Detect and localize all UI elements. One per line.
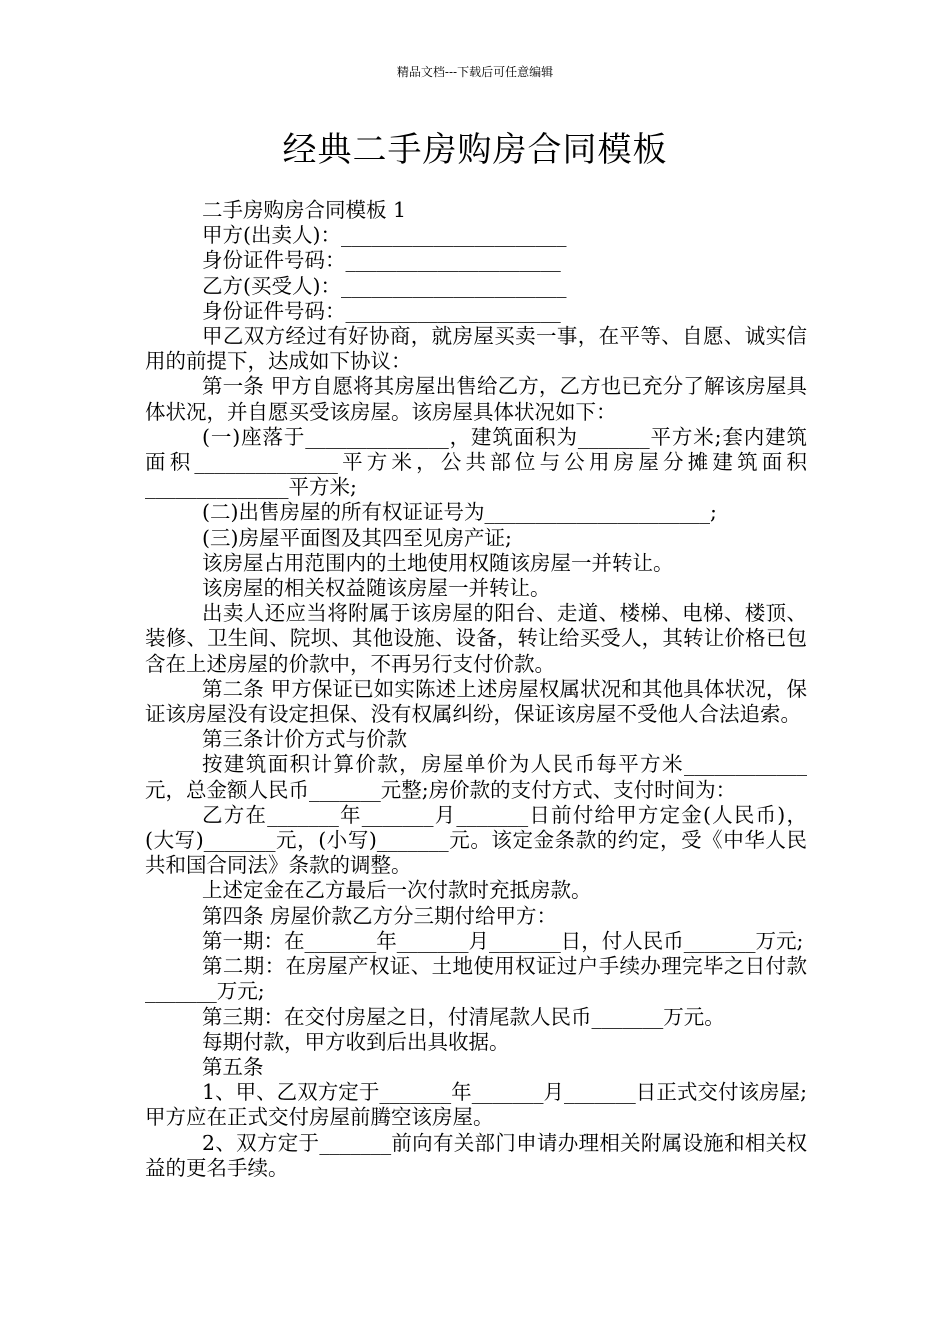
article-5-item-1: 1、甲、乙双方定于_______年_______月_______日正式交付该房屋;甲方应在正式交付房屋前腾空该房屋。 xyxy=(145,1080,807,1130)
document-title: 经典二手房购房合同模板 xyxy=(282,130,668,170)
article-3-pricing-paragraph: 按建筑面积计算价款，房屋单价为人民币每平方米____________元，总金额人民币_______元整;房价款的支付方式、支付时间为： xyxy=(145,752,807,802)
rights-paragraph: 该房屋的相关权益随该房屋一并转让。 xyxy=(202,576,551,601)
deposit-paragraph: 乙方在_______年_______月_______日前付给甲方定金(人民币)，(大写)_______元，(小写)_______元。该定金条款的约定，受《中华人民共和国合同法》条款的调整。 xyxy=(145,802,807,878)
payment-phase-3: 第三期：在交付房屋之日，付清尾款人民币_______万元。 xyxy=(202,1004,725,1029)
deposit-offset-paragraph: 上述定金在乙方最后一次付款时充抵房款。 xyxy=(202,878,592,903)
article-4-heading: 第四条 房屋价款乙方分三期付给甲方： xyxy=(202,903,558,928)
document-header-note: 精品文档---下载后可任意编辑 xyxy=(396,65,554,79)
preamble-paragraph: 甲乙双方经过有好协商，就房屋买卖一事，在平等、自愿、诚实信用的前提下，达成如下协议： xyxy=(145,324,807,374)
article-1-item-2: (二)出售房屋的所有权证证号为______________________; xyxy=(202,500,717,525)
payment-phase-1: 第一期：在_______年_______月_______日，付人民币_______万元; xyxy=(202,928,804,953)
payment-phase-2: 第二期：在房屋产权证、土地使用权证过户手续办理完毕之日付款_______万元; xyxy=(145,954,807,1004)
article-3-heading: 第三条计价方式与价款 xyxy=(202,727,407,752)
party-b-id-line: 身份证件号码：_____________________ xyxy=(202,298,561,323)
party-a-line: 甲方(出卖人)：______________________ xyxy=(202,223,567,248)
article-5-heading: 第五条 xyxy=(202,1054,264,1079)
receipt-paragraph: 每期付款，甲方收到后出具收据。 xyxy=(202,1029,510,1054)
document-body xyxy=(145,198,807,1181)
template-subtitle: 二手房购房合同模板 1 xyxy=(202,198,407,222)
fixtures-paragraph: 出卖人还应当将附属于该房屋的阳台、走道、楼梯、电梯、楼顶、装修、卫生间、院坝、其他设施、设备，转让给买受人，其转让价格已包含在上述房屋的价款中，不再另行支付价款。 xyxy=(145,601,807,676)
article-5-item-2: 2、双方定于_______前向有关部门申请办理相关附属设施和相关权益的更名手续。 xyxy=(145,1130,807,1180)
party-b-line: 乙方(买受人)：______________________ xyxy=(202,273,567,298)
article-1-item-3: (三)房屋平面图及其四至见房产证; xyxy=(202,525,512,550)
article-1-item-1: (一)座落于______________，建筑面积为_______平方米;套内建筑面积______________平方米，公共部位与公用房屋分摊建筑面积______________平方米; xyxy=(145,424,807,500)
party-a-id-line: 身份证件号码：_____________________ xyxy=(202,248,561,273)
article-1-paragraph: 第一条 甲方自愿将其房屋出售给乙方，乙方也已充分了解该房屋具体状况，并自愿买受该房屋。该房屋具体状况如下： xyxy=(145,374,807,424)
article-2-paragraph: 第二条 甲方保证已如实陈述上述房屋权属状况和其他具体状况，保证该房屋没有设定担保、没有权属纠纷，保证该房屋不受他人合法追索。 xyxy=(145,676,807,727)
land-use-paragraph: 该房屋占用范围内的土地使用权随该房屋一并转让。 xyxy=(202,550,674,575)
